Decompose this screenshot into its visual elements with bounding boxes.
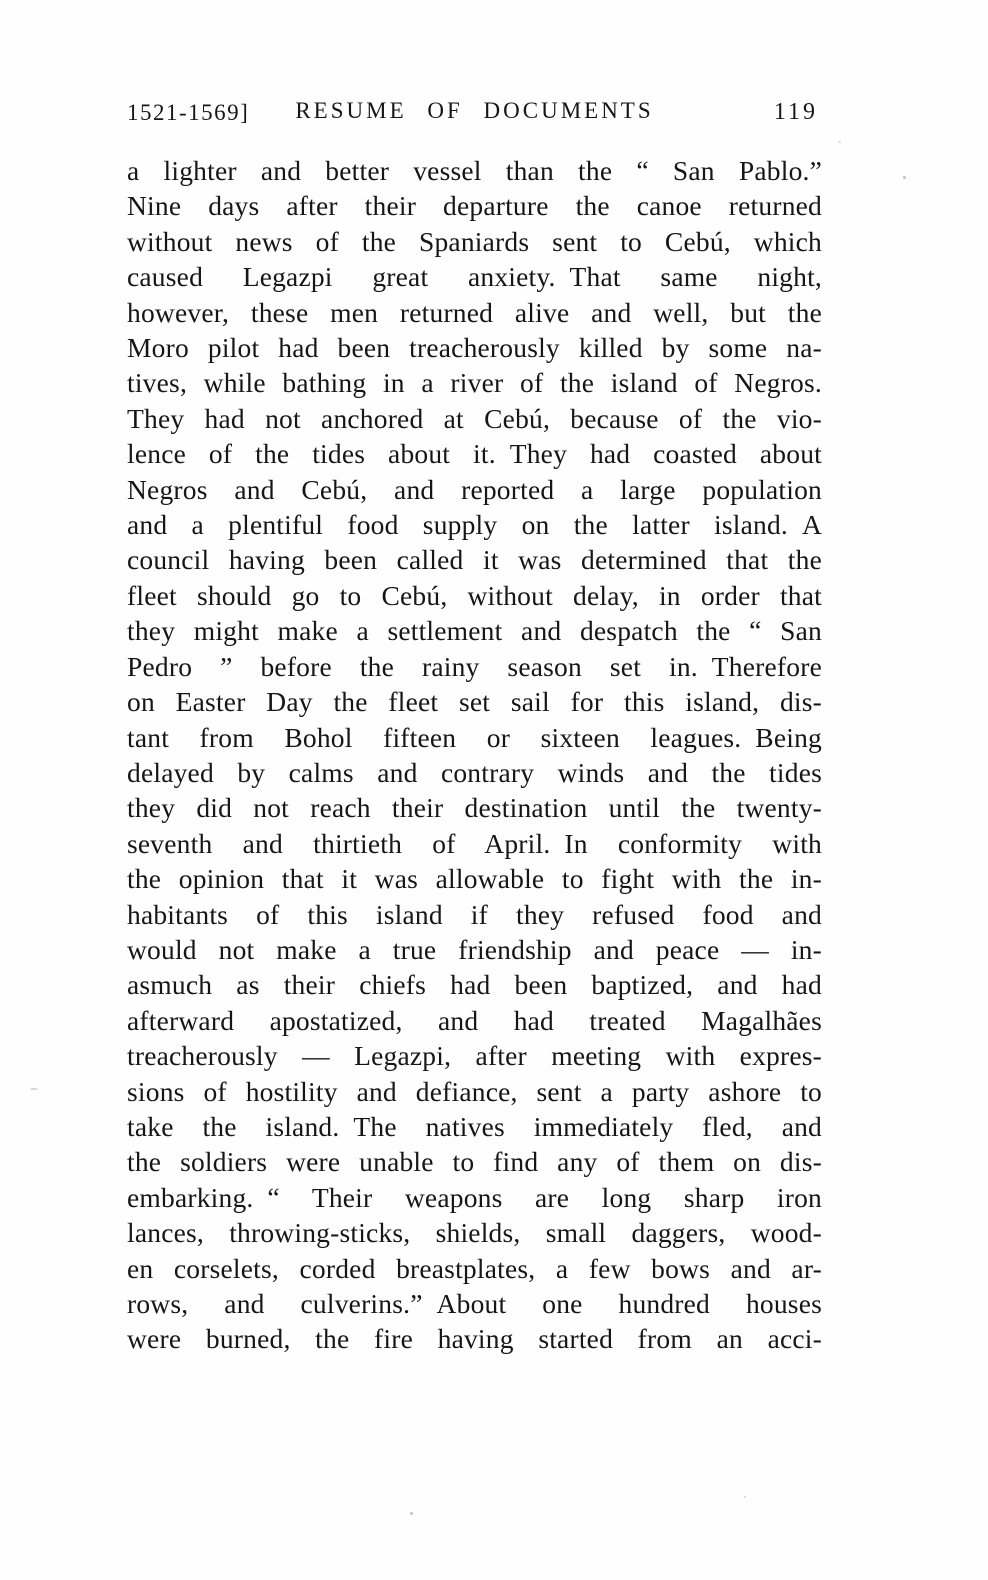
text-line: embarking. “ Their weapons are long sharp iron	[127, 1181, 822, 1213]
text-line: sions of hostility and defiance, sent a party ashore to	[127, 1075, 822, 1107]
text-line: however, these men returned alive and well, but the	[127, 296, 822, 328]
text-line: lence of the tides about it. They had coasted about	[127, 438, 822, 470]
scan-speck	[30, 1088, 38, 1090]
text-line: council having been called it was determined that the	[127, 544, 822, 576]
scan-speck	[744, 1496, 746, 1498]
scan-speck	[838, 141, 841, 143]
text-line: seventh and thirtieth of April. In conformity with	[127, 827, 822, 859]
text-line: would not make a true friendship and peace — in-	[127, 933, 822, 965]
scan-speck	[410, 1512, 413, 1515]
text-line: a lighter and better vessel than the “ San Pablo.”	[127, 155, 822, 186]
running-head-date-range: 1521-1569]	[127, 100, 250, 125]
text-line: on Easter Day the fleet set sail for this island, dis-	[127, 686, 822, 718]
running-head-title: RESUME OF DOCUMENTS	[295, 98, 654, 123]
text-line: en corselets, corded breastplates, a few bows and ar-	[127, 1252, 822, 1284]
text-line: Nine days after their departure the canoe returned	[127, 190, 822, 222]
text-line: habitants of this island if they refused food and	[127, 898, 822, 930]
text-line: they might make a settlement and despatch the “ San	[127, 615, 822, 647]
text-line: delayed by calms and contrary winds and the tides	[127, 756, 822, 788]
scan-speck	[903, 176, 906, 179]
text-line: tant from Bohol fifteen or sixteen leagues. Being	[127, 721, 822, 753]
text-line: lances, throwing-sticks, shields, small daggers, wood-	[127, 1217, 822, 1249]
text-line: Moro pilot had been treacherously killed by some na-	[127, 332, 822, 364]
text-line: asmuch as their chiefs had been baptized, and had	[127, 969, 822, 1001]
text-line: afterward apostatized, and had treated Magalhães	[127, 1004, 822, 1036]
text-line: they did not reach their destination until the twenty-	[127, 792, 822, 824]
text-line: Pedro ” before the rainy season set in. Therefore	[127, 650, 822, 682]
running-head	[127, 98, 822, 132]
text-line: without news of the Spaniards sent to Cebú, which	[127, 225, 822, 257]
text-line: take the island. The natives immediately fled, and	[127, 1110, 822, 1142]
text-line: and a plentiful food supply on the latter island. A	[127, 509, 822, 541]
text-line: treacherously — Legazpi, after meeting with expres-	[127, 1040, 822, 1072]
text-line: were burned, the fire having started from an acci-	[127, 1323, 822, 1355]
text-line: They had not anchored at Cebú, because of the vio-	[127, 402, 822, 434]
body-text	[127, 153, 822, 1357]
text-line: the soldiers were unable to find any of them on dis-	[127, 1146, 822, 1178]
text-line: Negros and Cebú, and reported a large population	[127, 473, 822, 505]
text-line: tives, while bathing in a river of the island of Negros.	[127, 367, 822, 399]
page-number: 119	[773, 99, 818, 125]
text-line: the opinion that it was allowable to fight with the in-	[127, 863, 822, 895]
text-line: fleet should go to Cebú, without delay, in order that	[127, 579, 822, 611]
text-line: rows, and culverins.” About one hundred houses	[127, 1288, 822, 1319]
text-line: caused Legazpi great anxiety. That same night,	[127, 261, 822, 293]
